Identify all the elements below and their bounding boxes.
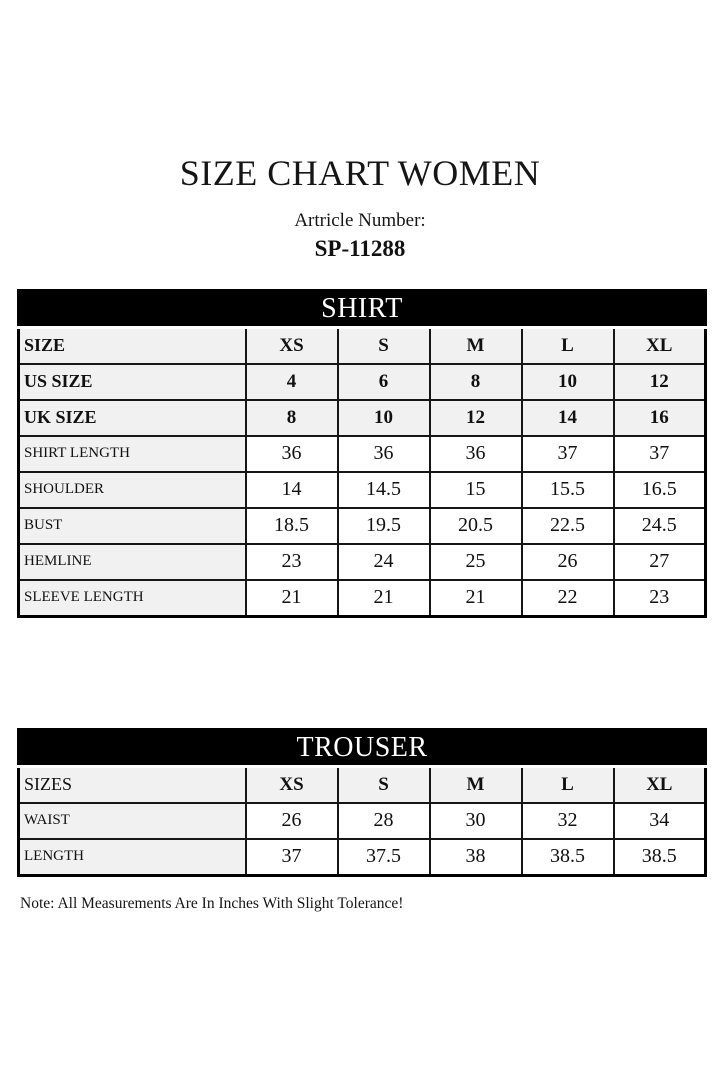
cell: 22.5 <box>522 508 614 544</box>
cell: 36 <box>430 436 522 472</box>
cell: 21 <box>246 580 338 617</box>
table-row <box>19 839 706 876</box>
cell: 19.5 <box>338 508 430 544</box>
cell: 21 <box>338 580 430 617</box>
cell: XL <box>614 766 706 803</box>
table-row <box>19 327 706 364</box>
cell: 37 <box>522 436 614 472</box>
cell: XL <box>614 327 706 364</box>
cell: 37 <box>614 436 706 472</box>
cell: L <box>522 327 614 364</box>
cell: 24.5 <box>614 508 706 544</box>
row-label: SHOULDER <box>19 472 246 508</box>
cell: 26 <box>522 544 614 580</box>
cell: 15.5 <box>522 472 614 508</box>
cell: 28 <box>338 803 430 839</box>
cell: 18.5 <box>246 508 338 544</box>
row-label: SIZES <box>19 766 246 803</box>
cell: 32 <box>522 803 614 839</box>
cell: 30 <box>430 803 522 839</box>
cell: 12 <box>430 400 522 436</box>
shirt-table-title: SHIRT <box>19 290 706 327</box>
trouser-table-header-band <box>19 729 706 766</box>
cell: M <box>430 327 522 364</box>
cell: 21 <box>430 580 522 617</box>
cell: XS <box>246 327 338 364</box>
trouser-table-title: TROUSER <box>19 729 706 766</box>
cell: 27 <box>614 544 706 580</box>
cell: 25 <box>430 544 522 580</box>
shirt-size-table <box>17 289 707 618</box>
table-row <box>19 803 706 839</box>
measurement-note: Note: All Measurements Are In Inches With Slight Tolerance! <box>20 894 404 912</box>
cell: 14.5 <box>338 472 430 508</box>
cell: 16 <box>614 400 706 436</box>
row-label: HEMLINE <box>19 544 246 580</box>
table-row <box>19 400 706 436</box>
cell: 16.5 <box>614 472 706 508</box>
cell: 10 <box>522 364 614 400</box>
row-label: LENGTH <box>19 839 246 876</box>
cell: L <box>522 766 614 803</box>
cell: 8 <box>430 364 522 400</box>
table-row <box>19 544 706 580</box>
page-title: SIZE CHART WOMEN <box>179 153 541 193</box>
cell: 20.5 <box>430 508 522 544</box>
cell: 14 <box>522 400 614 436</box>
cell: 14 <box>246 472 338 508</box>
table-row <box>19 580 706 617</box>
cell: 38.5 <box>522 839 614 876</box>
cell: 34 <box>614 803 706 839</box>
cell: S <box>338 327 430 364</box>
cell: 36 <box>338 436 430 472</box>
row-label: WAIST <box>19 803 246 839</box>
cell: 37 <box>246 839 338 876</box>
cell: 4 <box>246 364 338 400</box>
cell: 12 <box>614 364 706 400</box>
row-label: BUST <box>19 508 246 544</box>
cell: S <box>338 766 430 803</box>
cell: 38 <box>430 839 522 876</box>
table-row <box>19 508 706 544</box>
row-label: SIZE <box>19 327 246 364</box>
cell: 15 <box>430 472 522 508</box>
cell: 22 <box>522 580 614 617</box>
shirt-table-header-band <box>19 290 706 327</box>
cell: 23 <box>614 580 706 617</box>
row-label: US SIZE <box>19 364 246 400</box>
cell: 8 <box>246 400 338 436</box>
row-label: SLEEVE LENGTH <box>19 580 246 617</box>
cell: 24 <box>338 544 430 580</box>
table-row <box>19 364 706 400</box>
table-row <box>19 472 706 508</box>
cell: 37.5 <box>338 839 430 876</box>
cell: 38.5 <box>614 839 706 876</box>
cell: XS <box>246 766 338 803</box>
article-number-value: SP-11288 <box>314 236 406 262</box>
cell: 26 <box>246 803 338 839</box>
row-label: SHIRT LENGTH <box>19 436 246 472</box>
row-label: UK SIZE <box>19 400 246 436</box>
cell: 36 <box>246 436 338 472</box>
cell: 10 <box>338 400 430 436</box>
table-row <box>19 436 706 472</box>
cell: M <box>430 766 522 803</box>
table-row <box>19 766 706 803</box>
cell: 23 <box>246 544 338 580</box>
trouser-size-table <box>17 728 707 877</box>
cell: 6 <box>338 364 430 400</box>
article-number-label: Artricle Number: <box>294 210 426 232</box>
